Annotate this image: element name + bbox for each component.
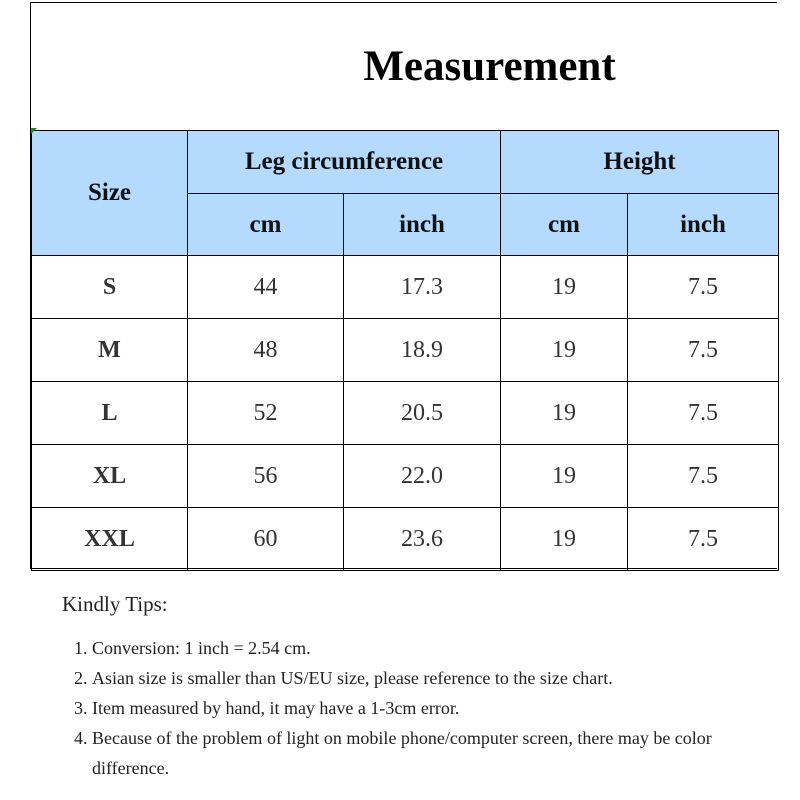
size-chart-frame — [30, 2, 777, 569]
height-cm-header: cm — [501, 194, 628, 256]
height-cm-cell: 19 — [501, 445, 628, 508]
leg-cm-header: cm — [188, 194, 344, 256]
leg-inch-cell: 18.9 — [344, 319, 501, 382]
leg-cm-cell: 48 — [188, 319, 344, 382]
table-row — [32, 445, 779, 508]
height-inch-cell: 7.5 — [628, 382, 779, 445]
leg-inch-header: inch — [344, 194, 501, 256]
height-inch-cell: 7.5 — [628, 319, 779, 382]
size-column-header: Size — [32, 131, 188, 256]
list-item: 4. Because of the problem of light on mobile phone/computer screen, there may be color difference. — [92, 723, 782, 783]
tips-title: Kindly Tips: — [62, 592, 168, 616]
cell-corner-marker — [31, 128, 37, 134]
table-row — [32, 508, 779, 571]
table-row — [32, 319, 779, 382]
height-inch-cell: 7.5 — [628, 508, 779, 571]
leg-inch-cell: 17.3 — [344, 256, 501, 319]
table-row — [32, 382, 779, 445]
size-cell: M — [32, 319, 188, 382]
table-row — [32, 256, 779, 319]
height-header: Height — [501, 131, 779, 194]
leg-cm-cell: 60 — [188, 508, 344, 571]
leg-cm-cell: 52 — [188, 382, 344, 445]
height-cm-cell: 19 — [501, 319, 628, 382]
kindly-tips — [62, 592, 782, 783]
height-cm-cell: 19 — [501, 256, 628, 319]
list-item: 2. Asian size is smaller than US/EU size, please reference to the size chart. — [92, 663, 782, 693]
list-item: 3. Item measured by hand, it may have a 1-3cm error. — [92, 693, 782, 723]
leg-inch-cell: 22.0 — [344, 445, 501, 508]
height-inch-cell: 7.5 — [628, 445, 779, 508]
table-header-row — [32, 131, 779, 194]
page-title: Measurement — [363, 43, 616, 90]
height-inch-cell: 7.5 — [628, 256, 779, 319]
size-cell: XL — [32, 445, 188, 508]
height-inch-header: inch — [628, 194, 779, 256]
tips-list — [62, 633, 782, 783]
height-cm-cell: 19 — [501, 382, 628, 445]
size-cell: L — [32, 382, 188, 445]
leg-inch-cell: 20.5 — [344, 382, 501, 445]
list-item: 1. Conversion: 1 inch = 2.54 cm. — [92, 633, 782, 663]
leg-inch-cell: 23.6 — [344, 508, 501, 571]
leg-circumference-header: Leg circumference — [188, 131, 501, 194]
height-cm-cell: 19 — [501, 508, 628, 571]
size-cell: S — [32, 256, 188, 319]
leg-cm-cell: 44 — [188, 256, 344, 319]
size-cell: XXL — [32, 508, 188, 571]
leg-cm-cell: 56 — [188, 445, 344, 508]
size-table — [31, 130, 779, 571]
